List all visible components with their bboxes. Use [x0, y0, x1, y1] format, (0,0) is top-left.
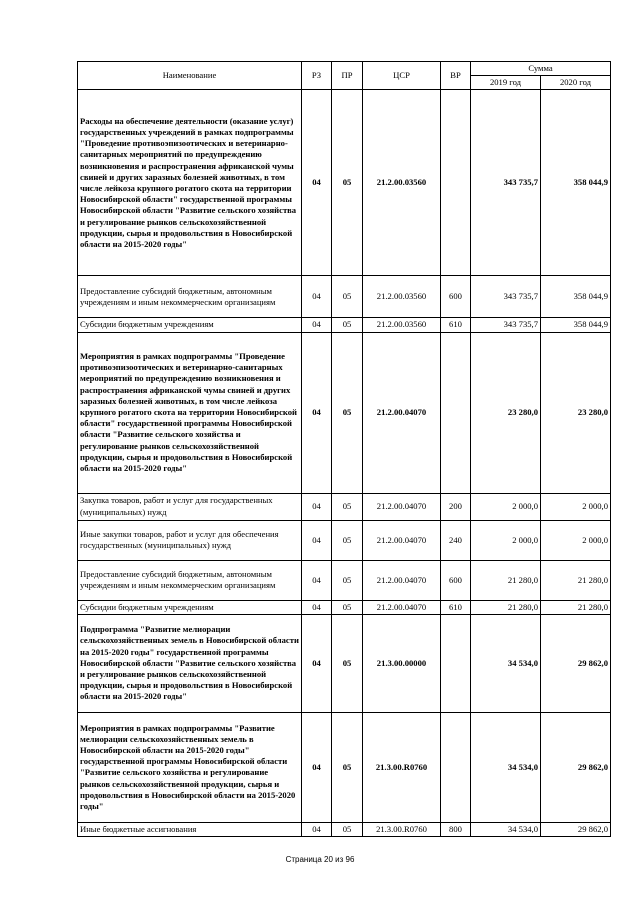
row-csr: 21.2.00.04070	[363, 600, 441, 614]
row-vr: 800	[441, 822, 471, 836]
table-row	[78, 600, 611, 614]
row-name: Субсидии бюджетным учреждениям	[78, 600, 302, 614]
row-sum-2020: 358 044,9	[541, 90, 611, 276]
row-csr: 21.2.00.03560	[363, 318, 441, 332]
row-vr	[441, 332, 471, 493]
row-name: Предоставление субсидий бюджетным, автономным учреждениям и иным некоммерческим организациям	[78, 276, 302, 318]
row-rz: 04	[302, 822, 332, 836]
row-pr: 05	[332, 520, 363, 560]
row-sum-2019: 23 280,0	[471, 332, 541, 493]
row-vr	[441, 712, 471, 822]
row-pr: 05	[332, 318, 363, 332]
header-name: Наименование	[78, 62, 302, 90]
table-row	[78, 520, 611, 560]
row-rz: 04	[302, 90, 332, 276]
row-sum-2020: 21 280,0	[541, 560, 611, 600]
row-name: Мероприятия в рамках подпрограммы "Проведение противоэпизоотических и ветеринарно-санитарных мероприятий по предупреждению возникновения и распространения африканской чумы свиней и других заразных болезней животных, в том числе лейкоза крупного рогатого скота на территории Новосибирской области" государственной программы Новосибирской области "Развитие сельского хозяйства и регулирование рынков сельскохозяйственной продукции, сырья и продовольствия в Новосибирской области на 2015-2020 годы"	[78, 332, 302, 493]
row-sum-2020: 29 862,0	[541, 614, 611, 712]
row-vr: 610	[441, 318, 471, 332]
row-csr: 21.2.00.04070	[363, 332, 441, 493]
row-pr: 05	[332, 90, 363, 276]
row-vr	[441, 90, 471, 276]
row-pr: 05	[332, 614, 363, 712]
row-sum-2019: 343 735,7	[471, 276, 541, 318]
row-sum-2019: 2 000,0	[471, 493, 541, 520]
row-pr: 05	[332, 560, 363, 600]
row-vr: 200	[441, 493, 471, 520]
table-row	[78, 822, 611, 836]
row-sum-2020: 21 280,0	[541, 600, 611, 614]
row-rz: 04	[302, 493, 332, 520]
table-row	[78, 318, 611, 332]
row-name: Предоставление субсидий бюджетным, автономным учреждениям и иным некоммерческим организациям	[78, 560, 302, 600]
row-csr: 21.2.00.04070	[363, 493, 441, 520]
row-csr: 21.2.00.03560	[363, 276, 441, 318]
row-sum-2019: 21 280,0	[471, 600, 541, 614]
row-rz: 04	[302, 600, 332, 614]
row-vr: 600	[441, 276, 471, 318]
row-sum-2020: 358 044,9	[541, 276, 611, 318]
header-pr: ПР	[332, 62, 363, 90]
row-name: Иные закупки товаров, работ и услуг для обеспечения государственных (муниципальных) нужд	[78, 520, 302, 560]
row-pr: 05	[332, 712, 363, 822]
row-sum-2020: 23 280,0	[541, 332, 611, 493]
row-rz: 04	[302, 614, 332, 712]
row-sum-2020: 29 862,0	[541, 822, 611, 836]
table-row	[78, 712, 611, 822]
row-sum-2019: 34 534,0	[471, 614, 541, 712]
row-csr: 21.3.00.R0760	[363, 712, 441, 822]
row-sum-2019: 2 000,0	[471, 520, 541, 560]
row-pr: 05	[332, 822, 363, 836]
row-sum-2019: 34 534,0	[471, 822, 541, 836]
row-csr: 21.2.00.04070	[363, 520, 441, 560]
row-sum-2020: 2 000,0	[541, 493, 611, 520]
row-rz: 04	[302, 560, 332, 600]
row-sum-2020: 2 000,0	[541, 520, 611, 560]
row-name: Мероприятия в рамках подпрограммы "Развитие мелиорации сельскохозяйственных земель в Новосибирской области на 2015-2020 годы" государственной программы Новосибирской области "Развитие сельского хозяйства и регулирование рынков сельскохозяйственной продукции, сырья и продовольствия в Новосибирской области на 2015-2020 годы"	[78, 712, 302, 822]
row-csr: 21.3.00.00000	[363, 614, 441, 712]
row-rz: 04	[302, 276, 332, 318]
table-row	[78, 560, 611, 600]
row-rz: 04	[302, 520, 332, 560]
header-2020: 2020 год	[541, 76, 611, 90]
row-vr: 610	[441, 600, 471, 614]
page-number: Страница 20 из 96	[285, 855, 355, 864]
row-sum-2019: 343 735,7	[471, 318, 541, 332]
row-name: Иные бюджетные ассигнования	[78, 822, 302, 836]
table-row	[78, 614, 611, 712]
row-csr: 21.2.00.03560	[363, 90, 441, 276]
header-rz: РЗ	[302, 62, 332, 90]
row-vr	[441, 614, 471, 712]
row-rz: 04	[302, 318, 332, 332]
row-vr: 600	[441, 560, 471, 600]
row-sum-2019: 34 534,0	[471, 712, 541, 822]
row-csr: 21.2.00.04070	[363, 560, 441, 600]
header-csr: ЦСР	[363, 62, 441, 90]
table-row	[78, 332, 611, 493]
header-sum: Сумма	[471, 62, 611, 76]
row-sum-2020: 29 862,0	[541, 712, 611, 822]
row-pr: 05	[332, 276, 363, 318]
table-row	[78, 90, 611, 276]
row-pr: 05	[332, 600, 363, 614]
row-rz: 04	[302, 712, 332, 822]
row-csr: 21.3.00.R0760	[363, 822, 441, 836]
row-sum-2019: 21 280,0	[471, 560, 541, 600]
table-row	[78, 276, 611, 318]
header-2019: 2019 год	[471, 76, 541, 90]
row-name: Закупка товаров, работ и услуг для государственных (муниципальных) нужд	[78, 493, 302, 520]
header-vr: ВР	[441, 62, 471, 90]
row-name: Субсидии бюджетным учреждениям	[78, 318, 302, 332]
row-pr: 05	[332, 332, 363, 493]
row-sum-2019: 343 735,7	[471, 90, 541, 276]
row-sum-2020: 358 044,9	[541, 318, 611, 332]
row-name: Расходы на обеспечение деятельности (оказание услуг) государственных учреждений в рамках подпрограммы "Проведение противоэпизоотических и ветеринарно-санитарных мероприятий по предупреждению возникновения и распространения африканской чумы свиней и других заразных болезней животных, в том числе лейкоза крупного рогатого скота на территории Новосибирской области" государственной программы Новосибирской области "Развитие сельского хозяйства и регулирование рынков сельскохозяйственной продукции, сырья и продовольствия в Новосибирской области на 2015-2020 годы"	[78, 90, 302, 276]
budget-table	[77, 61, 611, 837]
row-vr: 240	[441, 520, 471, 560]
table-row	[78, 493, 611, 520]
row-name: Подпрограмма "Развитие мелиорации сельскохозяйственных земель в Новосибирской области на 2015-2020 годы" государственной программы Новосибирской области "Развитие сельского хозяйства и регулирование рынков сельскохозяйственной продукции, сырья и продовольствия в Новосибирской области на 2015-2020 годы"	[78, 614, 302, 712]
row-rz: 04	[302, 332, 332, 493]
row-pr: 05	[332, 493, 363, 520]
